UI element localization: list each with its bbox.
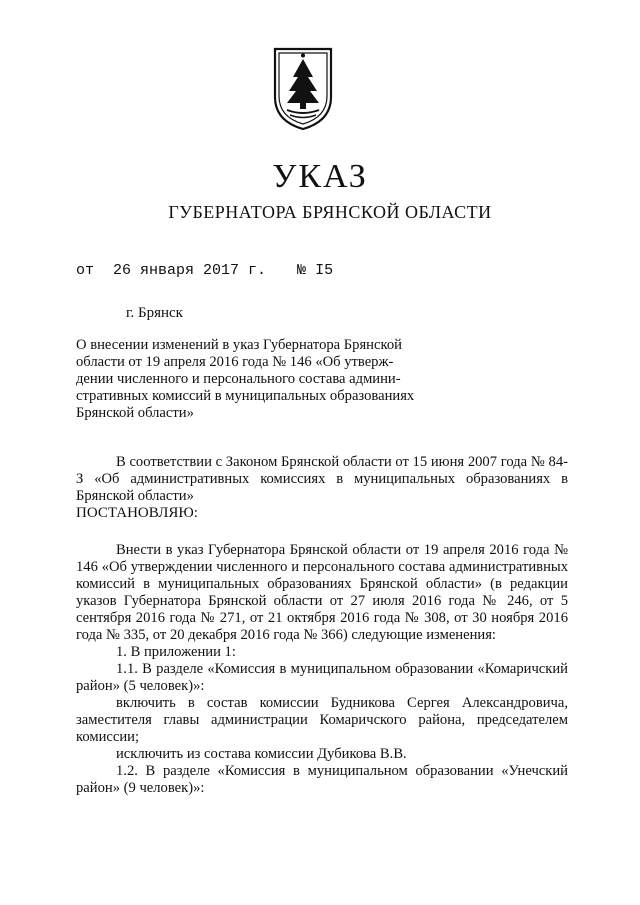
coat-of-arms-icon xyxy=(271,43,335,131)
subject-line: О внесении изменений в указ Губернатора Брянской xyxy=(76,337,402,353)
item-1-1: 1.1. В разделе «Комиссия в муниципальном образовании «Комаричский район» (5 человек)»: xyxy=(76,661,568,694)
subject-line: Брянской области» xyxy=(76,405,194,421)
issuer-title: ГУБЕРНАТОРА БРЯНСКОЙ ОБЛАСТИ xyxy=(168,202,492,222)
document-subject xyxy=(76,337,416,422)
city: г. Брянск xyxy=(126,305,183,321)
subject-line: стративных комиссий в муниципальных образованиях xyxy=(76,388,415,404)
decree-word: ПОСТАНОВЛЯЮ: xyxy=(76,505,198,521)
subject-line: дении численного и персонального состава админи- xyxy=(76,371,401,387)
document-number: № I5 xyxy=(297,262,334,279)
subject-line: области от 19 апреля 2016 года № 146 «Об утверж- xyxy=(76,354,394,370)
preamble-text: В соответствии с Законом Брянской области от 15 июня 2007 года № 84-З «Об административных комиссиях в муниципальных образованиях в Брянской области» xyxy=(76,454,568,504)
item-1-2: 1.2. В разделе «Комиссия в муниципальном образовании «Унечский район» (9 человек)»: xyxy=(76,763,568,796)
item-1: 1. В приложении 1: xyxy=(116,644,236,660)
preamble-block xyxy=(76,454,568,505)
item-1-1-include: включить в состав комиссии Будникова Сергея Александровича, заместителя главы администрации Комаричского района, председателем комиссии; xyxy=(76,695,568,745)
item-1-1-exclude: исключить из состава комиссии Дубикова В.В. xyxy=(116,746,407,762)
date-prefix: от xyxy=(76,262,95,279)
document-date: 26 января 2017 г. xyxy=(113,262,267,279)
document-title: УКАЗ xyxy=(272,158,368,195)
main-body xyxy=(76,542,568,797)
main-paragraph: Внести в указ Губернатора Брянской области от 19 апреля 2016 года № 146 «Об утверждении численного и персонального состава административных комиссий в муниципальных образованиях Брянской области» (в редакции указов Губернатора Брянской области от 27 июля 2016 года № 246, от 5 сентября 2016 года № 271, от 21 октября 2016 года № 308, от 30 ноября 2016 года № 335, от 20 декабря 2016 года № 366) следующие изменения: xyxy=(76,542,568,643)
date-line xyxy=(76,262,333,279)
